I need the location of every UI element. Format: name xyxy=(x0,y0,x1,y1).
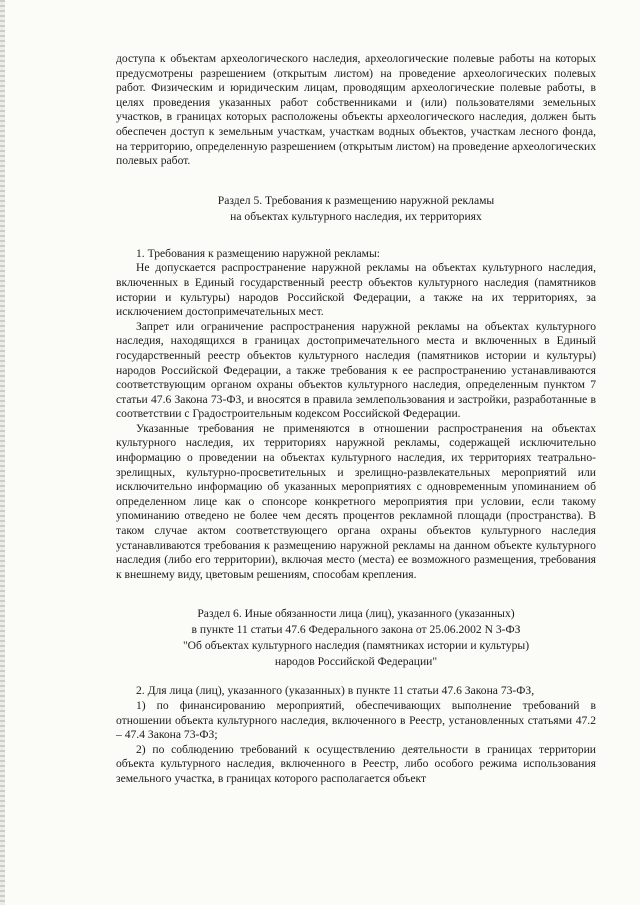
section-5-title-line-2: на объектах культурного наследия, их территориях xyxy=(230,209,482,223)
section-6-subitem-1: 1) по финансированию мероприятий, обеспечивающих выполнение требований в отношении объекта культурного наследия, включенного в Реестр, установленных статьями 47.2 – 47.4 Закона 73-ФЗ; xyxy=(116,699,596,742)
continuation-paragraph: доступа к объектам археологического наследия, археологические полевые работы на которых предусмотрены разрешением (открытым листом) на проведение археологических полевых работ. Физическим и юридическим лицам, проводящим археологические полевые работы, в целях проведения указанных работ собственниками и (или) пользователями земельных участков, в границах которых расположены объекты археологического наследия, должен быть обеспечен доступ к земельным участкам, участкам водных объектов, участкам лесного фонда, на территорию, определенную разрешением (открытым листом) на проведение археологических полевых работ. xyxy=(116,52,596,168)
section-5-paragraph-1: Не допускается распространение наружной рекламы на объектах культурного наследия, включенных в Единый государственный реестр объектов культурного наследия (памятников истории и культуры) народов Российской Федерации, а также на их территориях, за исключением достопримечательных мест. xyxy=(116,261,596,319)
section-5-paragraph-2: Запрет или ограничение распространения наружной рекламы на объектах культурного наследия, находящихся в границах достопримечательного места и включенных в Единый государственный реестр объектов культурного наследия (памятников истории и культуры) народов Российской Федерации, а также требования к ее распространению устанавливаются соответствующим органом охраны объектов культурного наследия, определенным пунктом 7 статьи 47.6 Закона 73-ФЗ, и вносятся в правила землепользования и застройки, разработанные в соответствии с Градостроительным кодексом Российской Федерации. xyxy=(116,319,596,421)
page-edge-shadow xyxy=(0,0,5,905)
section-5-item-1: 1. Требования к размещению наружной рекламы: xyxy=(136,246,381,260)
section-5-title-line-1: Раздел 5. Требования к размещению наружной рекламы xyxy=(217,193,495,207)
section-6-title-line-4: народов Российской Федерации" xyxy=(274,655,438,669)
section-6-title-line-2: в пункте 11 статьи 47.6 Федерального закона от 25.06.2002 N 3-ФЗ xyxy=(191,623,521,637)
section-6-heading xyxy=(116,606,596,670)
section-5-heading xyxy=(116,193,596,225)
section-6-subitem-2: 2) по соблюдению требований к осуществлению деятельности в границах территории объекта культурного наследия, включенного в Реестр, либо особого режима использования земельного участка, в границах которого располагается объект xyxy=(116,742,596,785)
section-6-title-line-3: "Об объектах культурного наследия (памятниках истории и культуры) xyxy=(182,639,530,653)
document-page xyxy=(116,52,596,787)
section-6-title-line-1: Раздел 6. Иные обязанности лица (лиц), указанного (указанных) xyxy=(197,607,515,621)
section-5-paragraph-3: Указанные требования не применяются в отношении распространения на объектах культурного наследия, их территориях наружной рекламы, содержащей исключительно информацию о проведении на объектах культурного наследия, их территориях театрально-зрелищных, культурно-просветительных и зрелищно-развлекательных мероприятий или исключительно информацию об указанных мероприятиях с одновременным упоминанием об определенном лице как о спонсоре конкретного мероприятия при условии, если такому упоминанию отведено не более чем десять процентов рекламной площади (пространства). В таком случае актом соответствующего органа охраны объектов культурного наследия устанавливаются требования к размещению наружной рекламы на данном объекте культурного наследия (либо его территории), включая место (места) ее возможного размещения, требования к внешнему виду, цветовым решениям, способам крепления. xyxy=(116,421,596,581)
section-6-item-2: 2. Для лица (лиц), указанного (указанных) в пункте 11 статьи 47.6 Закона 73-ФЗ, xyxy=(136,684,535,698)
